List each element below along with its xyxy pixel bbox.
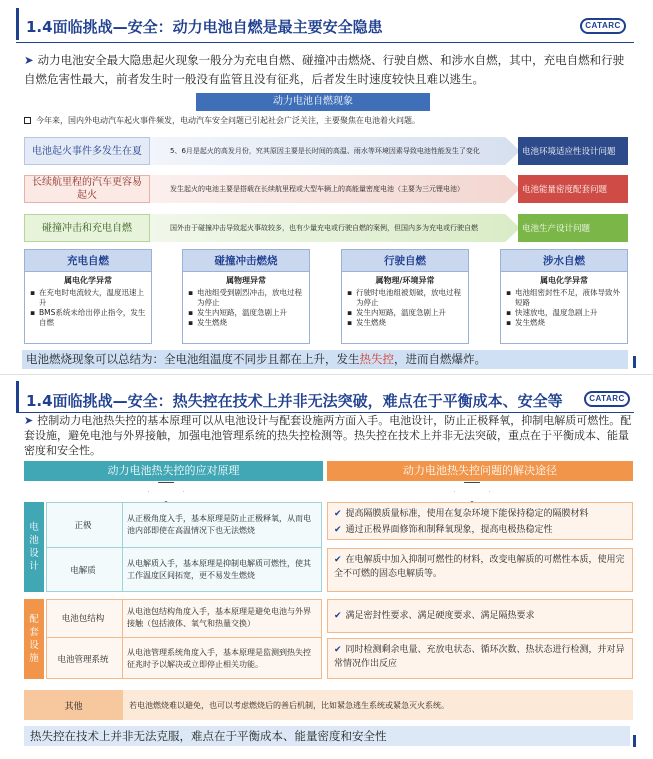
- catarc-logo: CATARC: [580, 18, 626, 34]
- solution-cathode: [327, 502, 633, 540]
- card-driving-fire: [341, 249, 469, 344]
- card-item: ▪ 发生内短路，温度急剧上升: [356, 308, 464, 318]
- check-icon: ✔: [334, 509, 342, 519]
- check-icon: ✔: [334, 611, 342, 621]
- card-item: ▪ 发生燃烧: [356, 318, 464, 328]
- context-text: 今年来，国内外电动汽车起火事件频发，电动汽车安全问题已引起社会广泛关注，主要聚焦在电池着火问题。: [36, 116, 420, 125]
- item-label-other: 其他: [24, 690, 123, 720]
- title-accent-bar: [16, 8, 19, 40]
- check-icon: ✔: [334, 525, 342, 535]
- row-label-range: 长续航里程的汽车更容易起火: [24, 175, 150, 203]
- section-header: 动力电池自燃现象: [196, 93, 430, 111]
- right-column-header: 动力电池热失控问题的解决途径: [327, 461, 633, 481]
- item-label-cathode: 正极: [74, 520, 92, 531]
- card-item: ▪ 发生内短路，温度急剧上升: [197, 308, 305, 318]
- card-item: ▪ 发生燃烧: [197, 318, 305, 328]
- card-item: ▪ 电池组受到剧烈冲击，放电过程为停止: [197, 288, 305, 308]
- solution-pack-structure: [327, 599, 633, 633]
- title-accent-bar: [16, 381, 19, 413]
- solution-bms: [327, 638, 633, 679]
- group-label-battery-design: 电池设计: [24, 502, 44, 592]
- arrow-bullet-icon: ➤: [24, 53, 34, 67]
- intro-bullet: [24, 51, 632, 89]
- card-wading-fire: [500, 249, 628, 344]
- summary-bar: 热失控在技术上并非无法克服，难点在于平衡成本、能量密度和安全性: [24, 726, 630, 746]
- item-label-electrolyte: 电解质: [70, 566, 96, 576]
- item-desc-electrolyte: 从电解质入手，基本原理是抑制电解质可燃性，使其工作温度区间拓宽，更不易发生燃烧: [122, 548, 322, 592]
- summary-highlight: 热失控: [359, 352, 394, 366]
- card-title: 碰撞冲击燃烧: [183, 250, 309, 272]
- solution-text: 提高隔膜质量标准，使用在复杂环境下能保持稳定的隔膜材料: [345, 509, 589, 519]
- row-desc-range: 发生起火的电池主要是搭载在长续航里程或大型车辆上的高能量密度电池（主要为三元锂电池）: [170, 185, 464, 193]
- page-title: 1.4面临挑战—安全：热失控在技术上并非无法突破，难点在于平衡成本、安全等: [26, 392, 563, 410]
- left-column-header: 动力电池热失控的应对原理: [24, 461, 323, 481]
- intro-bullet-text: 动力电池安全最大隐患起火现象一般分为充电自燃、碰撞冲击燃烧、行驶自燃、和涉水自燃，其中，充电自燃和行驶自燃危害性最大，前者发生时一般没有监管且没有征兆，后者发生时速度较快且难以逃生。: [24, 53, 625, 86]
- down-arrow-icon: [454, 482, 490, 502]
- card-subtitle: 属电化学异常: [64, 276, 112, 285]
- solution-text: 同时检测剩余电量、充放电状态、循环次数、热状态进行检测，并对异常情况作出反应: [334, 645, 625, 669]
- card-title: 涉水自燃: [501, 250, 627, 272]
- down-arrow-icon: [148, 482, 184, 502]
- card-item: ▪ 行驶时电池组被划破，放电过程为停止: [356, 288, 464, 308]
- principle-bullet-text: 控制动力电池热失控的基本原理可以从电池设计与配套设施两方面入手。电池设计，防止正极释氧，抑制电解质可燃性。配套设施，避免电池与外界接触，加强电池管理系统的热失控检测等。热失控在技术上并非无法突破，重点在于平衡成本、能量密度和安全性。: [24, 414, 632, 457]
- catarc-logo: CATARC: [584, 391, 630, 407]
- summary-text-end: ，进而自燃爆炸。: [394, 352, 486, 366]
- item-desc-bms: 从电池管理系统角度入手，基本原理是监测到热失控征兆时予以解决或立即停止相关功能。: [122, 638, 322, 679]
- card-item: ▪ 电池组密封性不足，液体导致外短路: [515, 288, 623, 308]
- card-item: ▪ BMS系统未给出停止指令，发生自燃: [39, 308, 147, 328]
- solution-electrolyte: [327, 548, 633, 592]
- principle-bullet: [24, 413, 634, 458]
- card-subtitle: 属物理/环境异常: [375, 276, 435, 285]
- page-title: 1.4面临挑战—安全：动力电池自燃是最主要安全隐患: [26, 18, 383, 36]
- checkbox-square-icon: [24, 117, 31, 124]
- card-item: ▪ 在充电时电流较大，温度迅速上升: [39, 288, 147, 308]
- item-label-bms: 电池管理系统: [57, 654, 109, 665]
- row-issue-production: 电池生产设计问题: [518, 214, 628, 242]
- check-icon: ✔: [334, 555, 342, 565]
- card-item: ▪ 快速放电，温度急剧上升: [515, 308, 623, 318]
- group-label-supporting-facilities: 配套设施: [24, 599, 44, 679]
- card-item: ▪ 发生燃烧: [515, 318, 623, 328]
- card-subtitle: 属物理异常: [226, 276, 266, 285]
- slide-thermal-runaway: [0, 374, 653, 759]
- title-divider: [16, 42, 634, 43]
- card-charging-fire: [24, 249, 152, 344]
- slide-dynamic-battery-fire: [0, 0, 653, 372]
- card-title: 行驶自燃: [342, 250, 468, 272]
- item-desc-cathode: 从正极角度入手，基本原理是防止正极释氧，从而电池内部即使在高温情况下也无法燃烧: [122, 502, 322, 547]
- summary-text: 电池燃烧现象可以总结为：全电池组温度不同步且都在上升，发生: [26, 352, 360, 366]
- page-marker: [633, 735, 636, 747]
- row-issue-energy-density: 电池能量密度配套问题: [518, 175, 628, 203]
- row-desc-collision: 国外由于碰撞冲击导致起火事故较多，也有少量充电或行驶自燃的案例，但国内多为充电或行驶自燃: [170, 224, 478, 232]
- page-marker: [633, 356, 636, 368]
- check-icon: ✔: [334, 645, 342, 655]
- context-line: [24, 114, 624, 128]
- row-label-summer: 电池起火事件多发生在夏: [24, 137, 150, 165]
- item-label-pack-structure: 电池包结构: [61, 614, 105, 624]
- row-label-collision: 碰撞冲击和充电自燃: [24, 214, 150, 242]
- card-title: 充电自燃: [25, 250, 151, 272]
- solution-text: 在电解质中加入抑制可燃性的材料，改变电解质的可燃性本质，使用完全不可燃的固态电解质等。: [334, 555, 625, 579]
- row-issue-environment: 电池环境适应性设计问题: [518, 137, 628, 165]
- solution-text: 通过正极界面修饰和制释氧现象，提高电极热稳定性: [345, 525, 553, 535]
- solution-text: 满足密封性要求、满足硬度要求、满足隔热要求: [345, 611, 535, 621]
- arrow-bullet-icon: ➤: [24, 414, 34, 427]
- item-desc-other: 若电池燃烧难以避免，也可以考虑燃烧后的善后机制，比如紧急逃生系统或紧急灭火系统。: [123, 690, 633, 720]
- row-desc-summer: 5、6月是起火的高发月份，究其原因主要是长时间的高温、雨水等环境因素导致电池性能发生了变化: [170, 147, 480, 155]
- item-desc-pack-structure: 从电池包结构角度入手，基本原理是避免电池与外界接触（包括液体、氧气和热量交换）: [122, 599, 322, 637]
- card-subtitle: 属电化学异常: [540, 276, 588, 285]
- summary-bar: [22, 350, 628, 369]
- card-collision-fire: [182, 249, 310, 344]
